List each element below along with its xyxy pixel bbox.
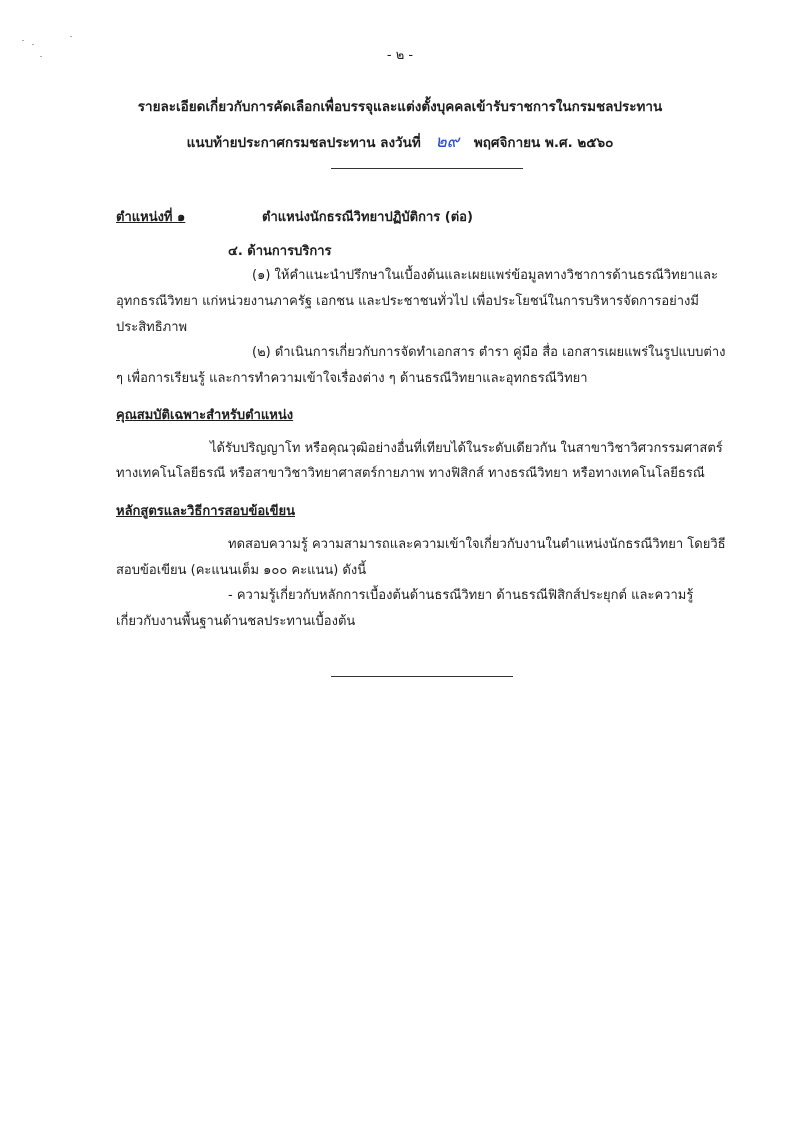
qualifications-line2: ทางเทคโนโลยีธรณี หรือสาขาวิชาวิทยาศาสตร์กายภาพ ทางฟิสิกส์ ทางธรณีวิทยา หรือทางเทคโนโลยีธรณี [116, 466, 705, 481]
services-item1-line2: อุทกธรณีวิทยา แก่หน่วยงานภาครัฐ เอกชน และประชาชนทั่วไป เพื่อประโยชน์ในการบริหารจัดการอย่างมี [116, 294, 699, 309]
page-number: - ๒ - [386, 48, 414, 63]
exam-line4: เกี่ยวกับงานพื้นฐานด้านชลประทานเบื้องต้น [116, 614, 356, 629]
end-divider [331, 676, 513, 677]
qualifications-heading: คุณสมบัติเฉพาะสำหรับตำแหน่ง [116, 408, 294, 423]
services-item1-line3: ประสิทธิภาพ [116, 320, 188, 335]
announcement-date-suffix: พฤศจิกายน พ.ศ. ๒๕๖๐ [473, 135, 614, 151]
exam-line1: ทดสอบความรู้ ความสามารถและความเข้าใจเกี่ยวกับงานในตำแหน่งนักธรณีวิทยา โดยวิธี [228, 537, 726, 552]
services-item2-line2: ๆ เพื่อการเรียนรู้ และการทำความเข้าใจเรื่องต่าง ๆ ด้านธรณีวิทยาและอุทกธรณีวิทยา [116, 371, 588, 386]
position-number: ตำแหน่งที่ ๑ [116, 210, 186, 225]
position-label [116, 206, 185, 227]
scan-speck [70, 36, 72, 37]
document-title-line1: รายละเอียดเกี่ยวกับการคัดเลือกเพื่อบรรจุและแต่งตั้งบุคคลเข้ารับราชการในกรมชลประทาน [137, 99, 663, 115]
services-heading: ๔. ด้านการบริการ [228, 244, 332, 259]
services-item1-line1: (๑) ให้คำแนะนำปรึกษาในเบื้องต้นและเผยแพร่ข้อมูลทางวิชาการด้านธรณีวิทยาและ [252, 268, 718, 283]
scan-speck [22, 40, 24, 41]
header-divider [331, 168, 523, 169]
qualifications-line1: ได้รับปริญญาโท หรือคุณวุฒิอย่างอื่นที่เทียบได้ในระดับเดียวกัน ในสาขาวิชาวิศวกรรมศาสตร์ [210, 441, 723, 456]
document-title-line2 [0, 128, 800, 155]
handwritten-day: ๒๙ [435, 132, 460, 152]
exam-heading: หลักสูตรและวิธีการสอบข้อเขียน [116, 504, 296, 519]
exam-line2: สอบข้อเขียน (คะแนนเต็ม ๑๐๐ คะแนน) ดังนี้ [116, 563, 367, 578]
announcement-date-prefix: แนบท้ายประกาศกรมชลประทาน ลงวันที่ [186, 135, 421, 151]
services-item2-line1: (๒) ดำเนินการเกี่ยวกับการจัดทำเอกสาร ตำรา คู่มือ สื่อ เอกสารเผยแพร่ในรูปแบบต่าง [252, 345, 726, 360]
exam-line3: - ความรู้เกี่ยวกับหลักการเบื้องต้นด้านธรณีวิทยา ด้านธรณีฟิสิกส์ประยุกต์ และความรู้ [228, 588, 694, 603]
position-title: ตำแหน่งนักธรณีวิทยาปฏิบัติการ (ต่อ) [262, 210, 473, 225]
